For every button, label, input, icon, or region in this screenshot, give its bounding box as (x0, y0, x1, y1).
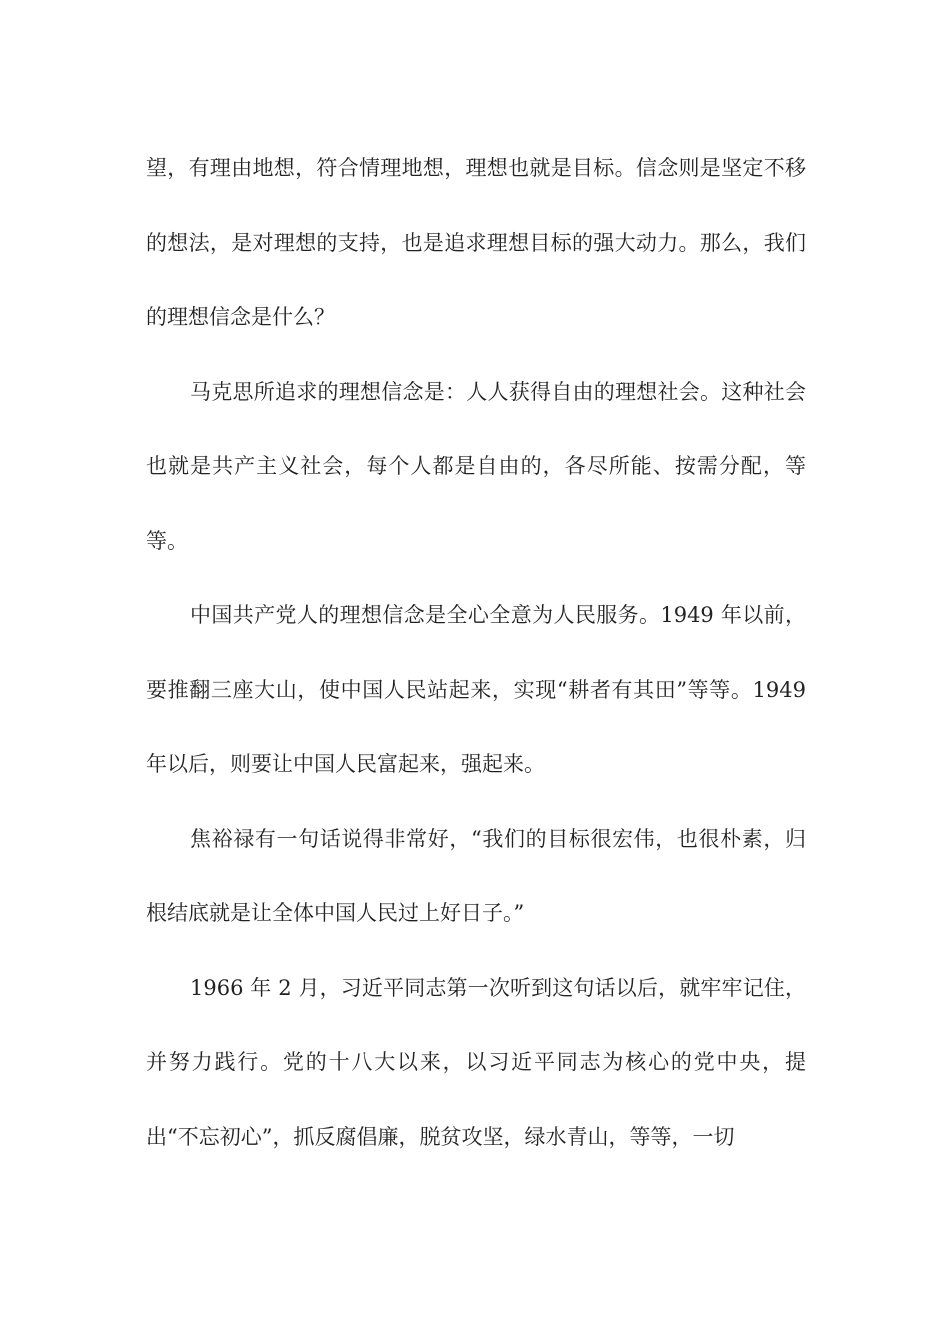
paragraph-cpc: 中国共产党人的理想信念是全心全意为人民服务。1949 年以前，要推翻三座大山，使中国人民站起来，实现“耕者有其田”等等。1949 年以后，则要让中国人民富起来，强起来。 (146, 603, 806, 776)
paragraph-marx: 马克思所追求的理想信念是：人人获得自由的理想社会。这种社会也就是共产主义社会，每个人都是自由的，各尽所能、按需分配，等等。 (146, 379, 806, 553)
body-text (146, 131, 806, 1174)
paragraph-1966: 1966 年 2 月，习近平同志第一次听到这句话以后，就牢牢记住，并努力践行。党的十八大以来，以习近平同志为核心的党中央，提出“不忘初心”，抓反腐倡廉，脱贫攻坚，绿水青山，等等，一切 (146, 975, 806, 1149)
paragraph-jiao-yulu: 焦裕禄有一句话说得非常好，“我们的目标很宏伟，也很朴素，归根结底就是让全体中国人民过上好日子。” (146, 826, 806, 925)
paragraph-continuation: 望，有理由地想，符合情理地想，理想也就是目标。信念则是坚定不移的想法，是对理想的支持，也是追求理想目标的强大动力。那么，我们的理想信念是什么？ (146, 156, 806, 329)
